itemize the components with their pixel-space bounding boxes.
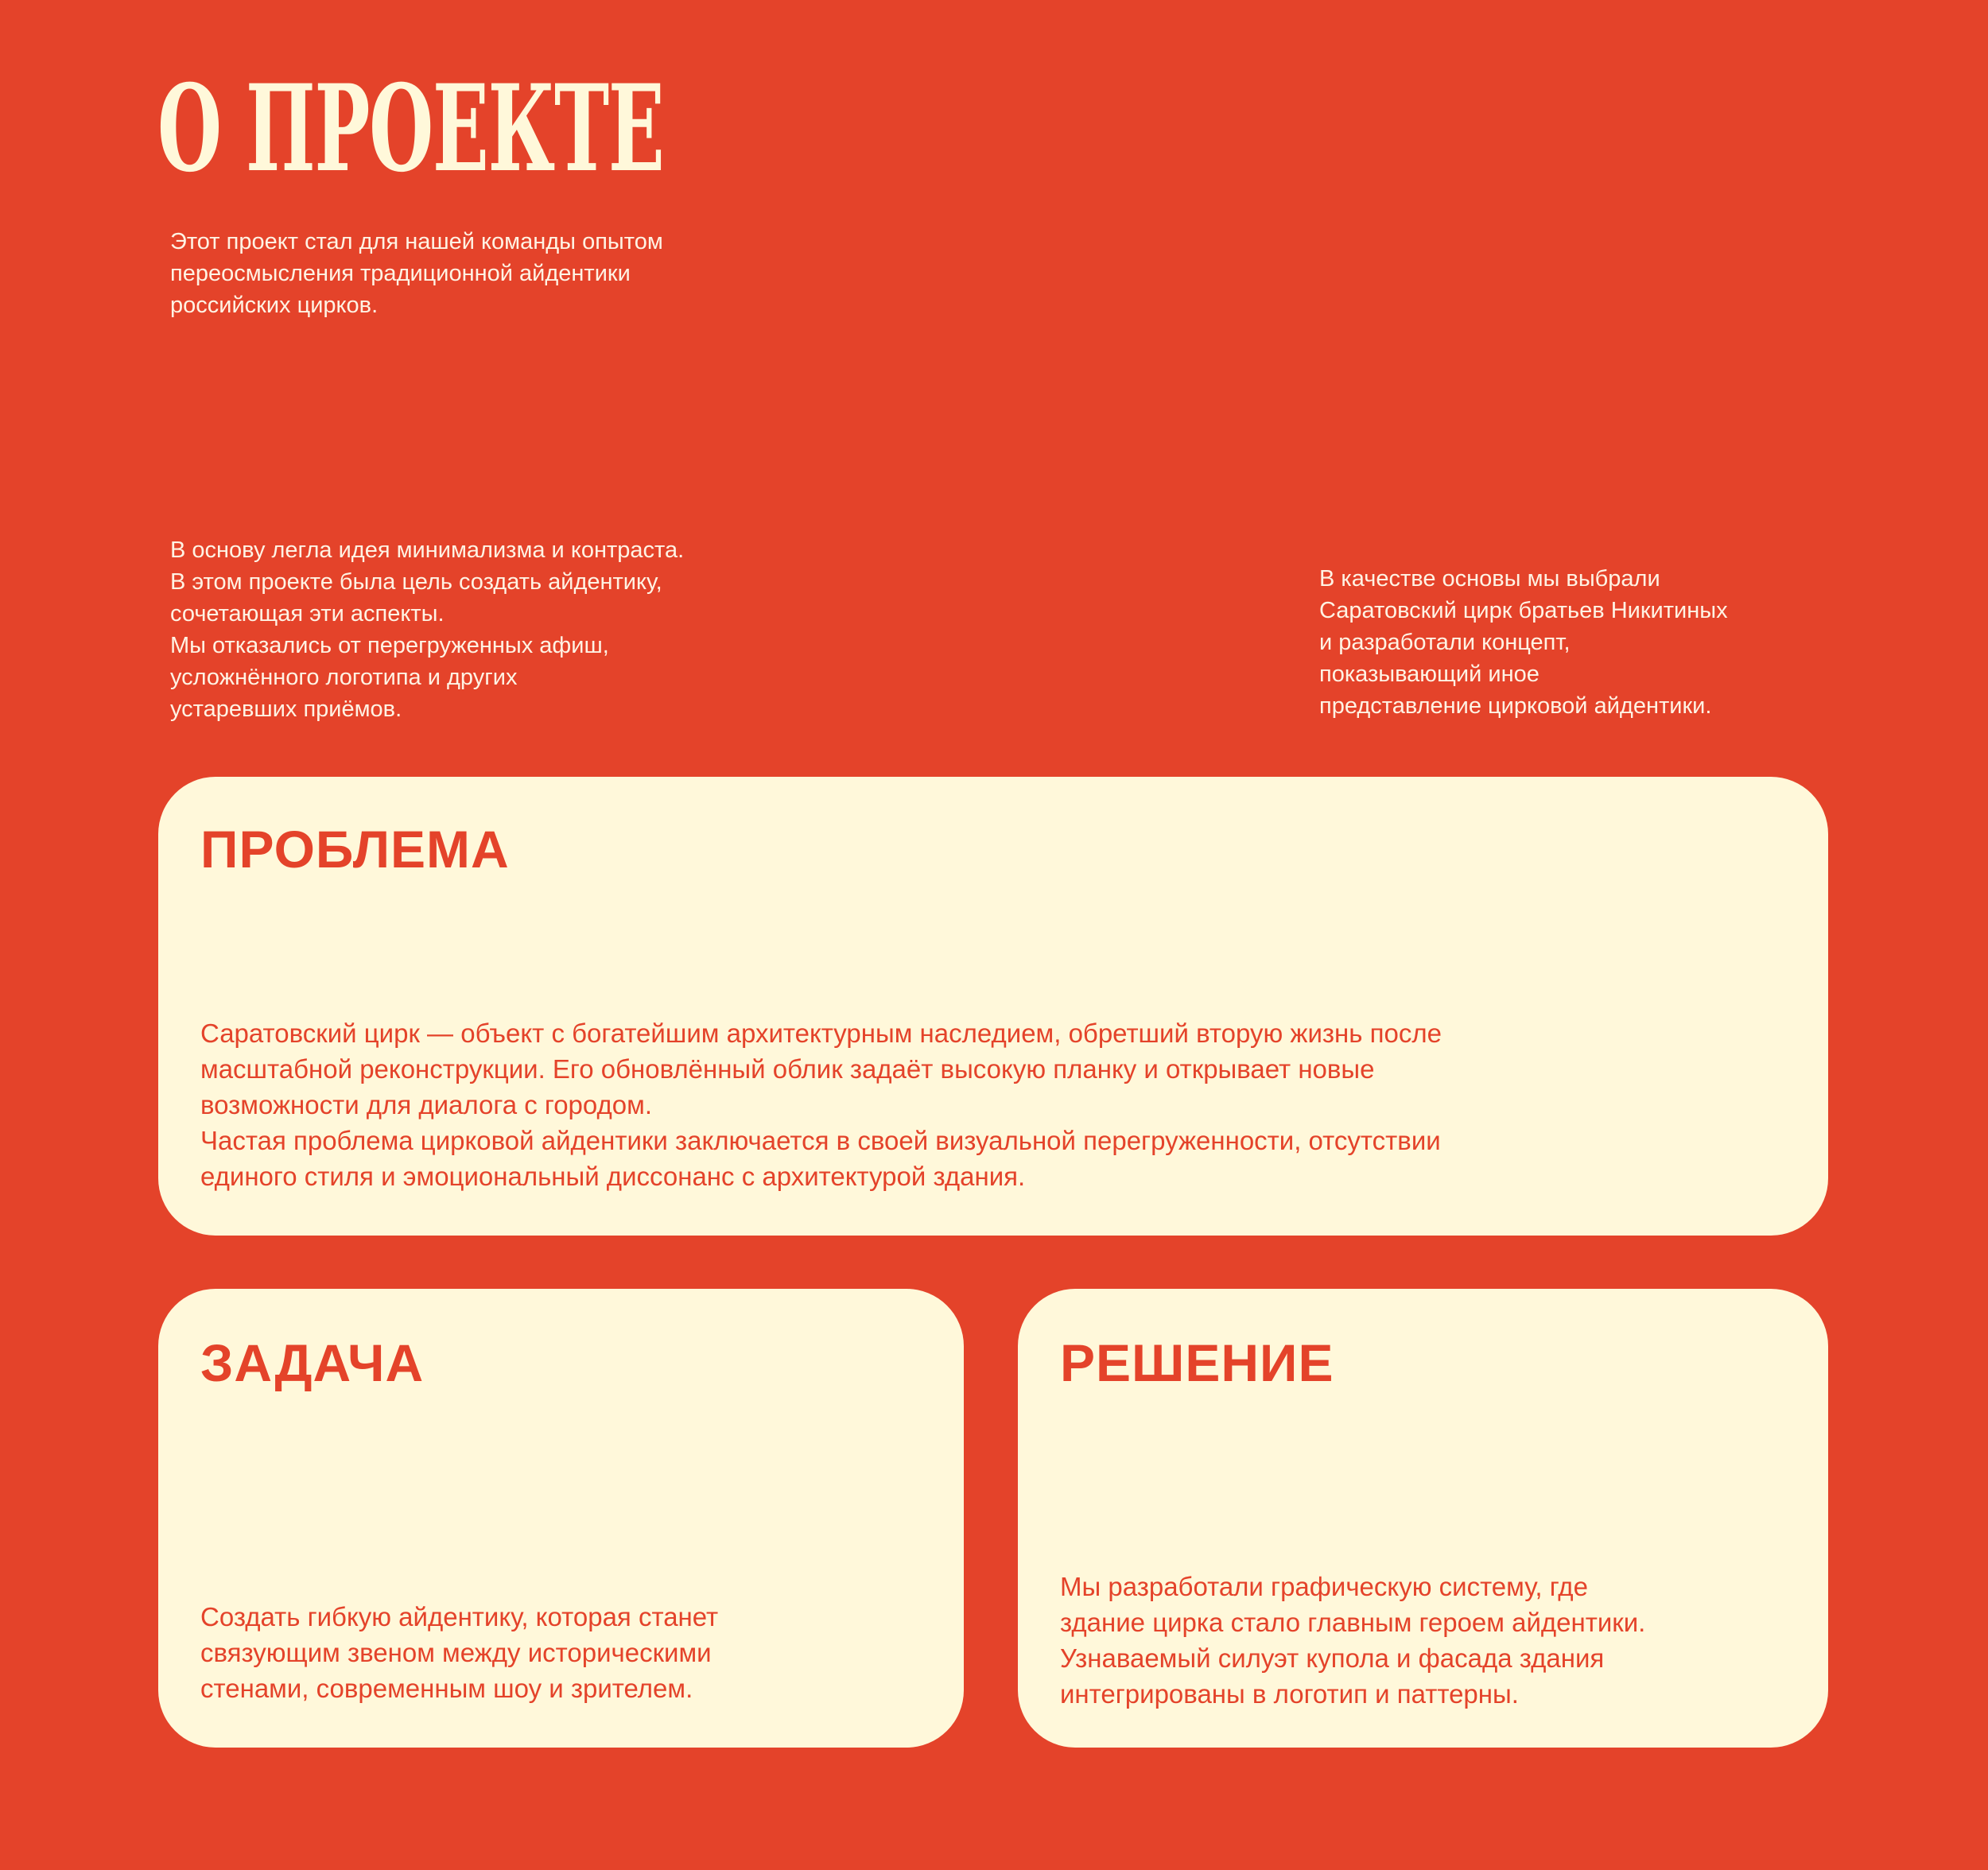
problem-heading: ПРОБЛЕМА (200, 820, 510, 879)
task-heading: ЗАДАЧА (200, 1333, 425, 1392)
problem-card (158, 777, 1828, 1236)
solution-card (1018, 1289, 1828, 1748)
basis-text: В качестве основы мы выбрали Саратовский цирк братьев Никитиных и разработали концепт, показывающий иное представление цирковой айдентики. (1319, 566, 1728, 719)
intro-text: Этот проект стал для нашей команды опытом переосмысления традиционной айдентики российских цирков. (170, 229, 663, 318)
task-card (158, 1289, 964, 1748)
page-title: О ПРОЕКТЕ (157, 59, 664, 199)
idea-text: В основу легла идея минимализма и контраста. В этом проекте была цель создать айдентику, сочетающая эти аспекты. Мы отказались от перегруженных афиш, усложнённого логотипа и других устаревших приёмов. (170, 537, 685, 722)
task-body: Создать гибкую айдентику, которая станет связующим звеном между историческими стенами, современным шоу и зрителем. (200, 1602, 719, 1703)
solution-heading: РЕШЕНИЕ (1060, 1333, 1334, 1392)
solution-body: Мы разработали графическую систему, где здание цирка стало главным героем айдентики. Узнаваемый силуэт купола и фасада здания интегрированы в логотип и паттерны. (1060, 1572, 1646, 1709)
problem-body: Саратовский цирк — объект с богатейшим архитектурным наследием, обретший вторую жизнь после масштабной реконструкции. Его обновлённый облик задаёт высокую планку и открывает новые возможности для диалога с городом. Частая проблема цирковой айдентики заключается в своей визуальной перегруженности, отсутствии единого стиля и эмоциональный диссонанс с архитектурой здания. (200, 1018, 1442, 1191)
